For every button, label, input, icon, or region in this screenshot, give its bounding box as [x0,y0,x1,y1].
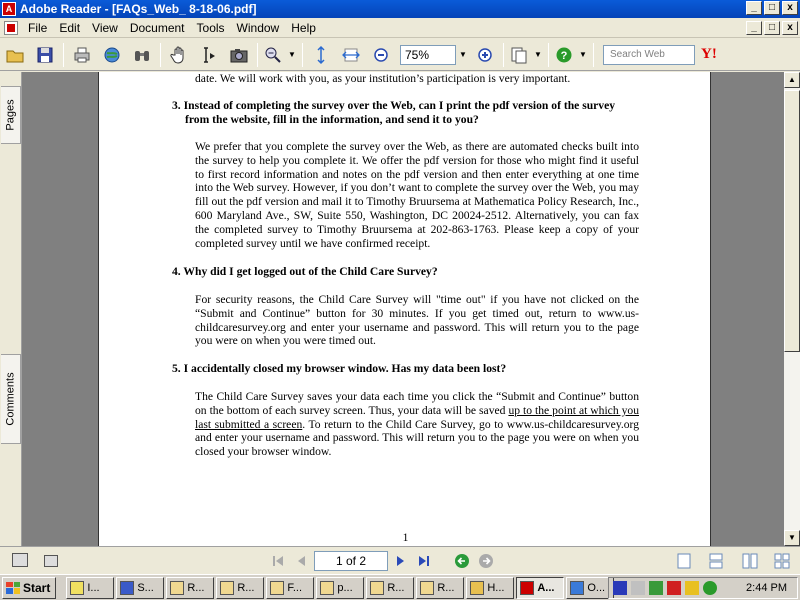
taskbar-separator [56,577,66,599]
svg-text:?: ? [560,49,568,62]
question-3-number: 3. [172,99,181,112]
envelope-icon [420,581,434,595]
taskbar-item[interactable]: O... [566,577,614,599]
floppy-disk-icon [35,45,55,65]
title-bar [0,0,800,18]
start-label: Start [23,580,51,595]
help-button[interactable] [554,42,574,68]
system-clock: 2:44 PM [746,582,787,594]
window-controls [746,1,798,15]
continuous-view-button[interactable] [706,551,726,571]
answer-5-underlined: up to the point at which you last submitted a screen [195,403,639,431]
envelope-icon [220,581,234,595]
envelope-icon [170,581,184,595]
email-button[interactable] [99,42,125,68]
folder-icon [5,45,25,65]
answer-5-part-1: The Child Care Survey saves your data each time you click the “Submit and Continue” button on the bottom of each survey screen. Thus, your data will be saved [195,390,639,417]
minimize-button[interactable]: _ [746,1,762,15]
zoom-out-button[interactable] [368,42,394,68]
menu-file[interactable]: File [28,20,48,35]
taskbar [0,574,800,600]
question-3 [172,99,642,113]
taskbar-item[interactable]: S... [116,577,164,599]
system-tray [608,577,798,599]
previous-view-button[interactable] [450,550,474,572]
last-page-icon [417,554,431,568]
antivirus-tray-icon[interactable] [649,581,663,595]
print-button[interactable] [69,42,95,68]
search-binoculars-button[interactable] [129,42,155,68]
single-page-view-button[interactable] [674,551,694,571]
question-4 [172,265,642,279]
zoom-tool-button[interactable] [263,42,283,68]
question-5-number: 5. [172,362,181,375]
next-view-button[interactable] [474,550,498,572]
hand-icon [169,45,189,65]
window-title: Adobe Reader - [FAQs_Web_ 8-18-06.pdf] [20,2,257,16]
document-icon[interactable] [4,21,18,35]
taskbar-item[interactable]: R... [216,577,264,599]
page-number-input[interactable]: 1 of 2 [314,551,388,571]
next-page-icon [393,554,407,568]
top-text-fragment: date. We will work with you, as your institution’s participation is very important. [195,72,571,85]
tab-pages-label: Pages [4,99,17,131]
binoculars-icon [132,45,152,65]
clock-app-icon [70,581,84,595]
doc-close-button[interactable]: x [782,21,798,35]
continuous-facing-view-button[interactable] [772,551,792,571]
vertical-scrollbar[interactable] [784,72,800,546]
scroll-up-button[interactable]: ▲ [784,72,800,88]
speaker-tray-icon[interactable] [631,581,645,595]
answer-4: For security reasons, the Child Care Survey will "time out" if you have not clicked on the “Submit and Continue” button for 30 minutes. If you get timed out, return to www.us-childcaresurvey.org and enter your username and password. This will return you to the page you were on when you were timed out. [195,293,639,348]
doc-restore-button[interactable]: □ [764,21,780,35]
page-layout-button[interactable] [509,42,529,68]
question-4-text: Why did I get logged out of the Child Care Survey? [183,265,438,278]
open-button[interactable] [2,42,28,68]
tab-comments-label: Comments [4,372,17,426]
help-dropdown[interactable]: ▼ [579,50,587,59]
scroll-thumb[interactable] [784,90,800,352]
menu-tools[interactable]: Tools [196,20,225,35]
envelope-icon [320,581,334,595]
help-icon [554,45,574,65]
toolbar-separator [503,43,504,67]
zoom-level-dropdown[interactable]: ▼ [459,50,467,59]
zoom-tool-dropdown[interactable]: ▼ [288,50,296,59]
save-button[interactable] [32,42,58,68]
page-layout-icon [509,45,529,65]
page-navigation [266,550,498,572]
adobe-reader-app-icon: A [2,2,16,16]
monitor-icon[interactable] [12,553,28,567]
zoom-in-button[interactable] [472,42,498,68]
taskbar-item[interactable]: I... [66,577,114,599]
hand-tool-button[interactable] [166,42,192,68]
envelope-icon [370,581,384,595]
menu-window[interactable]: Window [236,20,280,35]
toolbar-separator [302,43,303,67]
taskbar-item[interactable]: R... [166,577,214,599]
adobe-reader-icon [520,581,534,595]
question-5-text: I accidentally closed my browser window. Has my data been lost? [183,362,507,375]
first-page-icon [271,554,285,568]
magnifier-icon [263,45,283,65]
search-web-input[interactable]: Search Web [603,45,695,65]
scroll-down-button[interactable]: ▼ [784,530,800,546]
continuous-page-icon [709,553,723,569]
envelope-icon [270,581,284,595]
forward-arrow-icon [478,553,494,569]
taskbar-item[interactable]: p... [316,577,364,599]
doc-minimize-button[interactable]: _ [746,21,762,35]
continuous-facing-icon [774,553,790,569]
fit-height-icon [311,45,331,65]
previous-page-button[interactable] [290,550,314,572]
last-page-button[interactable] [412,550,436,572]
word-icon [120,581,134,595]
page-number-footer: 1 [402,531,409,544]
back-arrow-icon [454,553,470,569]
menu-view[interactable]: View [92,20,118,35]
maximize-button[interactable]: □ [764,1,780,15]
update-tray-icon[interactable] [703,581,717,595]
folder-icon [470,581,484,595]
question-5 [172,362,642,376]
pdf-page [98,72,711,546]
previous-page-icon [295,554,309,568]
document-view[interactable] [22,72,784,546]
question-4-number: 4. [172,265,181,278]
menu-document[interactable]: Document [129,20,185,35]
document-properties-icon[interactable] [44,555,58,567]
single-page-icon [677,553,691,569]
fit-width-icon [341,45,361,65]
toolbar-separator [257,43,258,67]
network-tray-icon[interactable] [613,581,627,595]
close-button[interactable]: x [782,1,798,15]
globe-email-icon [102,45,122,65]
toolbar-separator [63,43,64,67]
menu-edit[interactable]: Edit [59,20,81,35]
taskbar-item[interactable]: R... [416,577,464,599]
menu-bar [0,18,800,38]
printer-icon [72,45,92,65]
taskbar-item[interactable]: R... [366,577,414,599]
facing-pages-icon [742,553,758,569]
outlook-icon [570,581,584,595]
facing-view-button[interactable] [740,551,760,571]
menu-help[interactable]: Help [291,20,316,35]
norton-tray-icon[interactable] [667,581,681,595]
toolbar-separator [593,43,594,67]
next-page-button[interactable] [388,550,412,572]
toolbar-separator [160,43,161,67]
question-3-line-2: from the website, fill in the information, and send it to you? [185,113,479,126]
zoom-level-input[interactable]: 75% [400,45,456,65]
question-3-line-1: Instead of completing the survey over the Web, can I print the pdf version of the survey [183,99,616,112]
taskbar-item[interactable]: H... [466,577,514,599]
tab-comments[interactable] [1,354,21,444]
pen-tray-icon[interactable] [685,581,699,595]
zoom-in-icon [475,45,495,65]
document-window-controls [746,21,798,35]
toolbar-separator [548,43,549,67]
start-button[interactable] [2,577,56,599]
navigation-pane [0,72,22,546]
answer-3: We prefer that you complete the survey over the Web, as there are automated checks built into the survey to help you complete it. We offer the pdf version for those who might find it useful to first record information and notes on the pdf version and then enter everything at one time into the Web survey. However, if you don’t want to complete the survey over the Web, you may fill out the pdf version and mail it to Timothy Bruursema at Mathematica Policy Research, Inc., 600 Maryland Ave., SW, Suite 550, Washington, DC 20024-2512. Alternatively, you can fax the completed survey to Timothy Bruursema at 202-863-1763. Please keep a copy of your completed survey until we have confirmed receipt. [195,140,639,250]
page-layout-dropdown[interactable]: ▼ [534,50,542,59]
camera-icon [229,45,249,65]
toolbar [0,39,800,71]
taskbar-item-active[interactable]: A... [516,577,564,599]
actual-size-button[interactable] [308,42,334,68]
yahoo-logo[interactable]: Y! [701,46,717,62]
taskbar-item[interactable]: F... [266,577,314,599]
text-cursor-icon [199,45,219,65]
status-bar [0,546,800,574]
answer-5 [195,390,639,459]
select-text-button[interactable] [196,42,222,68]
zoom-out-icon [371,45,391,65]
answer-5-part-2: . To return to the Child Care Survey, go to www.us-childcaresurvey.org and enter your username and password. This will return you to the page you were on when you closed your browser window. [195,417,640,459]
fit-width-button[interactable] [338,42,364,68]
first-page-button[interactable] [266,550,290,572]
windows-logo-icon [6,582,20,594]
snapshot-button[interactable] [226,42,252,68]
tab-pages[interactable] [1,86,21,144]
